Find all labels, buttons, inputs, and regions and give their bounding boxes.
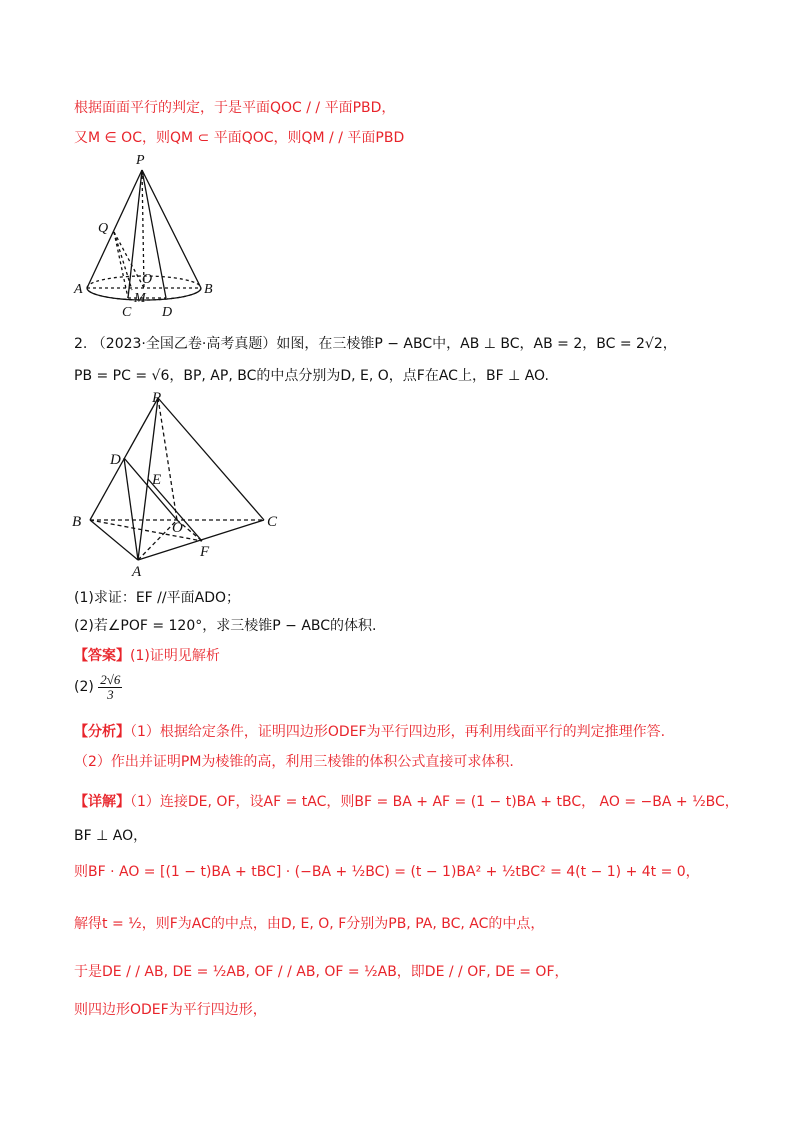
cone-edge-PB [142, 170, 201, 288]
analysis-line-2 [74, 752, 514, 772]
seg-DA [124, 458, 138, 560]
cone-label-C: C [122, 305, 132, 320]
cone-label-D: D [162, 305, 173, 320]
answer-part-2-num: 2√6 [100, 671, 121, 687]
detail-line-4 [74, 914, 544, 934]
question-1-text: (1)求证：EF //平面ADO； [74, 590, 240, 606]
seg-BF [90, 520, 202, 541]
detail-line-2-text: BF ⊥ AO， [74, 828, 148, 844]
tetrahedron-figure [70, 388, 290, 580]
problem-line-1-text: 2. （2023·全国乙卷·高考真题）如图，在三棱锥P − ABC中，AB ⊥ BC，AB = 2，BC = 2√2， [74, 336, 677, 352]
tetra-label-O: O [172, 520, 183, 536]
analysis-label: 【分析】 [74, 724, 130, 740]
edge-PC [158, 398, 264, 520]
answer-line-2 [74, 672, 122, 702]
question-2 [74, 616, 376, 636]
cone-figure [70, 150, 220, 320]
tetra-label-F: F [200, 544, 210, 560]
answer-part-1: (1)证明见解析 [130, 648, 220, 664]
tetra-label-E: E [152, 472, 162, 488]
cone-label-Q: Q [98, 221, 109, 236]
answer-line-1 [74, 646, 220, 666]
problem-line-2 [74, 366, 549, 386]
question-1 [74, 588, 240, 608]
detail-label: 【详解】 [74, 794, 130, 810]
detail-line-6-text: 则四边形ODEF为平行四边形， [74, 1002, 267, 1018]
answer-part-2-prefix: (2) [74, 679, 94, 695]
tetra-label-B: B [72, 514, 82, 530]
cone-label-B: B [204, 282, 213, 297]
question-2-text: (2)若∠POF = 120°，求三棱锥P − ABC的体积. [74, 618, 377, 634]
prev-line-2 [74, 128, 404, 148]
detail-line-5 [74, 962, 569, 982]
cone-label-M: M [134, 291, 146, 306]
edge-BA [90, 520, 138, 560]
detail-line-4-text: 解得t = ½，则F为AC的中点，由D, E, O, F分别为PB, PA, BC, AC的中点， [74, 916, 545, 932]
cone-label-A: A [74, 282, 83, 297]
problem-line-2-text: PB = PC = √6，BP, AP, BC的中点分别为D, E, O，点F在AC上，BF ⊥ AO. [74, 368, 549, 384]
analysis-line-1 [74, 722, 665, 742]
answer-part-2-den: 3 [107, 686, 114, 702]
detail-line-1-text: （1）连接DE, OF，设AF = tAC，则BF = BA + AF = (1 − t)BA + tBC， AO = −BA + ½BC， [130, 794, 739, 810]
detail-line-3-text: 则BF · AO = [(1 − t)BA + tBC] · (−BA + ½BC) = (t − 1)BA² + ½tBC² = 4(t − 1) + 4t = 0， [74, 864, 700, 880]
detail-line-1 [74, 792, 739, 812]
prev-line-2-text: 又M ∈ OC，则QM ⊂ 平面QOC，则QM / / 平面PBD [74, 130, 405, 146]
tetra-label-A: A [132, 564, 142, 580]
tetra-label-D: D [110, 452, 121, 468]
answer-part-2-fraction [98, 673, 122, 702]
analysis-line-2-text: （2）作出并证明PM为棱锥的高，利用三棱锥的体积公式直接可求体积. [74, 754, 514, 770]
prev-line-1-text: 根据面面平行的判定，于是平面QOC / / 平面PBD， [74, 100, 396, 116]
detail-line-5-text: 于是DE / / AB, DE = ½AB, OF / / AB, OF = ½AB，即DE / / OF, DE = OF， [74, 964, 569, 980]
tetra-label-P: P [152, 390, 162, 406]
analysis-line-1-text: （1）根据给定条件，证明四边形ODEF为平行四边形，再利用线面平行的判定推理作答. [130, 724, 666, 740]
cone-label-O: O [142, 272, 153, 287]
detail-line-2 [74, 826, 147, 846]
cone-axis-PO [142, 170, 144, 288]
cone-edge-PC [128, 170, 142, 298]
problem-line-1 [74, 334, 677, 354]
tetra-label-C: C [267, 514, 278, 530]
detail-line-3 [74, 862, 700, 882]
prev-line-1 [74, 98, 395, 118]
cone-label-P: P [136, 153, 145, 168]
cone-edge-PA [87, 170, 142, 288]
detail-line-6 [74, 1000, 267, 1020]
answer-label: 【答案】 [74, 648, 130, 664]
